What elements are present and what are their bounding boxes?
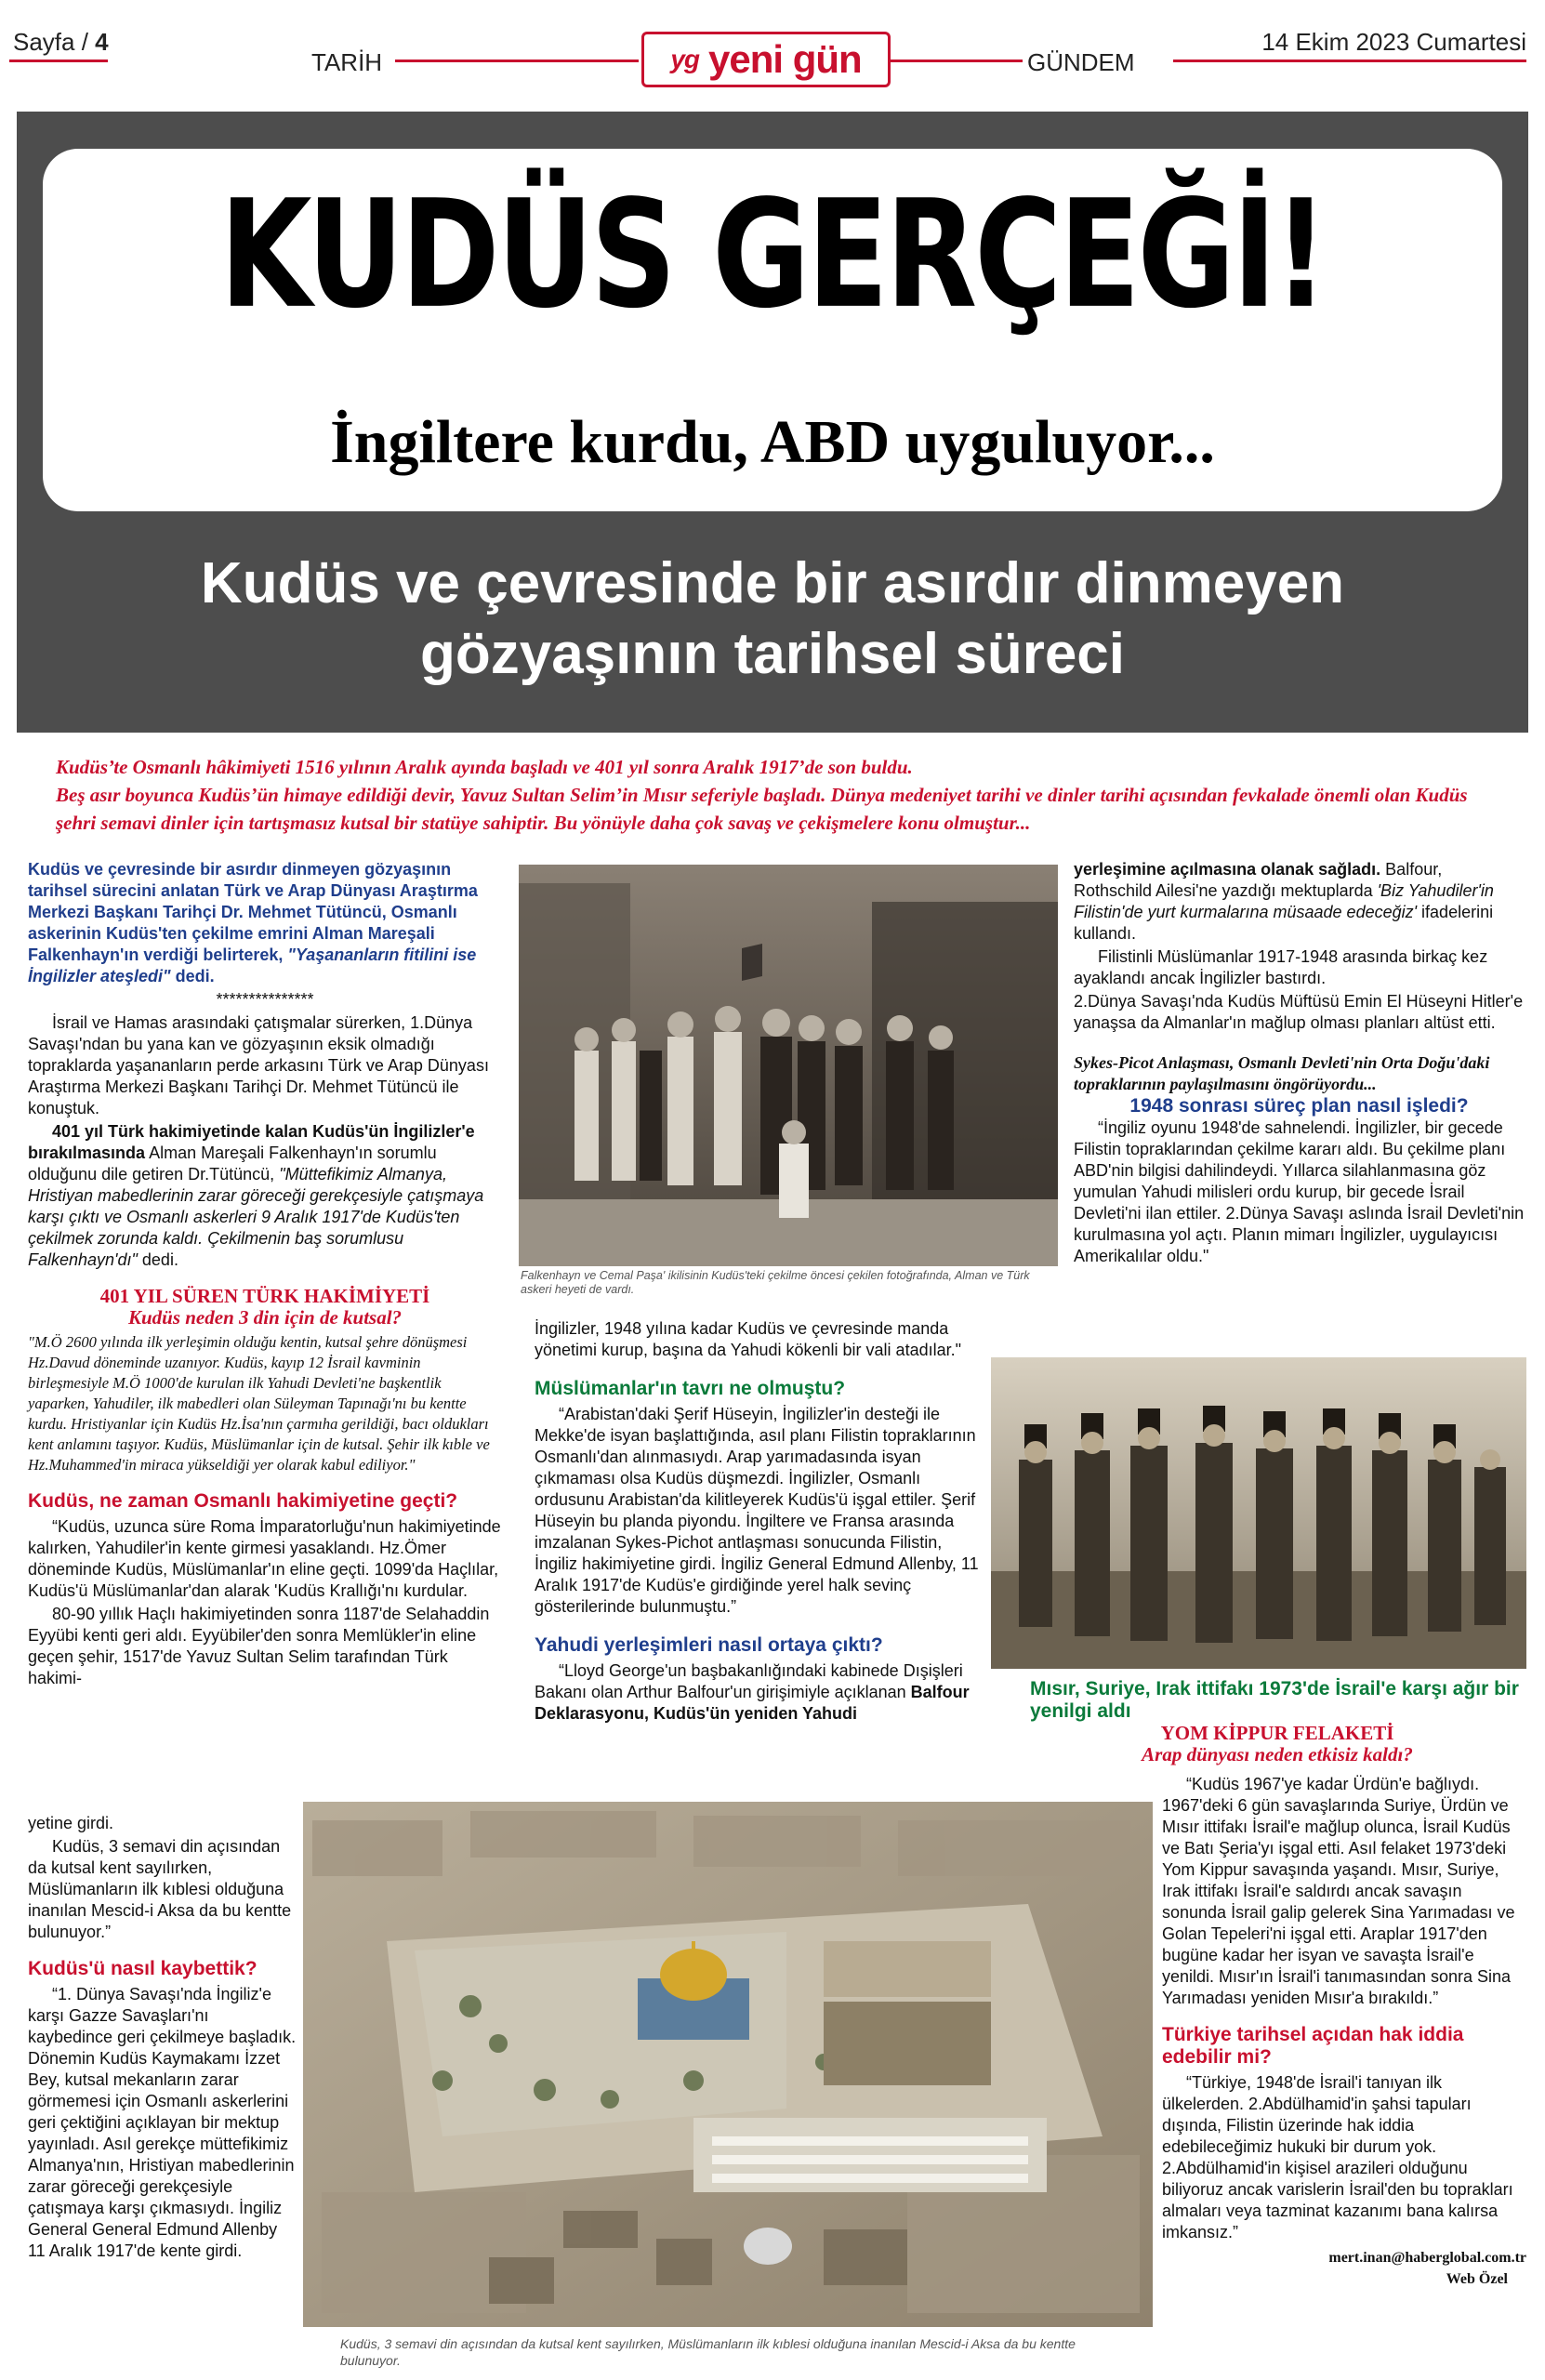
heading-yahudi: Yahudi yerleşimleri nasıl ortaya çıktı?: [535, 1634, 883, 1656]
column-3: [1074, 859, 1525, 1269]
col3-p1c: 'Biz Yahudiler'in Filistin'de yurt kurmalarına müsaade edeceğiz': [1074, 881, 1494, 921]
intro-line2: Beş asır boyunca Kudüs’ün himaye edildiği devir, Yavuz Sultan Selim’in Mısır seferiyle başladı. Dünya medeniyet tarihi ve dinler tarihi açısından fevkalade önemli olan Kudüs şehri semavi dinler için tartışmasız kutsal bir statüye sahiptir. Bu yönüyle daha çok savaş ve çekişmelere konu olmuştur...: [56, 784, 1468, 834]
header-rule-left-short: [9, 60, 108, 62]
photo-falkenhayn-caption: Falkenhayn ve Cemal Paşa' ikilisinin Kudüs'teki çekilme öncesi çekilen fotoğrafında, Alman ve Türk askeri heyeti de vardı.: [521, 1269, 1030, 1296]
header-rule-right: [888, 60, 1023, 62]
heading-kaybettik: Kudüs'ü nasıl kaybettik?: [28, 1958, 258, 1979]
lead-paragraph: [28, 859, 502, 987]
photo-officers-image: [991, 1357, 1526, 1669]
intro-line1: Kudüs’te Osmanlı hâkimiyeti 1516 yılının Aralık ayında başladı ve 401 yıl sonra Aralık 1917’de son buldu.: [56, 756, 913, 778]
box-text: "M.Ö 2600 yılında ilk yerleşimin olduğu kentin, kutsal şehre dönüşmesi Hz.Davud döneminde uzanıyor. Kudüs, kayıp 12 İsrail kavminin birleşmesiyle M.Ö 1000'de kurulan ilk Yahudi Devleti'ne başkentlik yaparken, Yahudiler, ilk mabedleri olan Süleyman Tapınağı'nı bu kentte kurdu. Hristiyanlar için Kudüs Hz.İsa'nın çarmıha gerildiği, bacı oldukları kent anlamını taşıyor. Kudüs, Müslümanlar için de kutsal. Şehir ilk kıble ve Hz.Muhammed'in miraca yükseldiği yer olarak kabul ediliyor.": [28, 1333, 490, 1474]
header-rule-right-2: [1173, 60, 1526, 62]
page-label-text: Sayfa /: [13, 28, 96, 56]
heading-ittifak: Mısır, Suriye, Irak ittifakı 1973'de İsrail'e karşı ağır bir yenilgi aldı: [1030, 1678, 1519, 1722]
photo-jerusalem-aerial: [303, 1802, 1153, 2327]
col2-paragraph-2: “Arabistan'daki Şerif Hüseyin, İngilizler'in desteği ile Mekke'de isyan başlattığında, asıl planı Filistin topraklarının Osmanlı'dan alınmasıydı. Arap yarımadasında isyan çıkmaması olsa Kudüs düşmezdi. İngilizler, Osmanlı ordusunu Arabistan'da kilitleyerek Kudüs'ü işgal ettiler. Şerif Hüseyin bu planda piyondu. İngiltere ve Fransa arasında imzalanan Sykes-Pichot antlaşması sonucunda Filistin, İngiliz hakimiyetine girdi. İngiliz General Edmund Allenby, 11 Aralık 1917'de Kudüs'e girdiğinde yerel halk sevinç gösterilerinde bulunmuştu.”: [535, 1405, 979, 1616]
col1-p2-bold: 401 yıl Türk hakimiyetinde kalan Kudüs'ün İngilizler'e bırakılmasında: [28, 1122, 475, 1162]
col1-p2-rest: Alman Mareşali Falkenhayn'ın sorumlu olduğunu dile getiren Dr.Tütüncü,: [28, 1144, 437, 1183]
col1-paragraph-1: İsrail ve Hamas arasındaki çatışmalar sürerken, 1.Dünya Savaşı'ndan bu yana kan ve gözyaşının eksik olmadığı topraklarda yaşananların perde arkasını Türk ve Arap Dünyası Araştırma Merkezi Başkanı Tarihçi Dr. Mehmet Tütüncü ile konuştuk.: [28, 1013, 489, 1117]
col1-paragraph-5: Kudüs, 3 semavi din açısından da kutsal kent sayılırken, Müslümanların ilk kıblesi olduğuna inanılan Mescid-i Aksa da bu kentte bulunuyor.”: [28, 1837, 292, 1941]
col1-p2-end: dedi.: [137, 1250, 178, 1269]
col1-paragraph-2: [28, 1121, 502, 1271]
page-label: [13, 28, 109, 57]
box-title: 401 YIL SÜREN TÜRK HAKİMİYETİ: [99, 1285, 430, 1307]
col3-p1b: Balfour, Rothschild Ailesi'ne yazdığı mektuplarda: [1074, 860, 1443, 900]
column-2: [535, 1318, 981, 1726]
column-1-lower: [28, 1813, 297, 2264]
banner-deck-line2: gözyaşının tarihsel süreci: [419, 622, 1126, 686]
col1-p2-quote: "Müttefikimiz Almanya, Hristiyan mabedlerinin zarar göreceği gerekçesiyle çatışmaya karşı çıktı ve Osmanlı askerleri 9 Aralık 1917'de Kudüs'ten çekilmek zorunda kaldı. Çekilmenin baş sorumlusu Falkenhayn'dı": [28, 1165, 484, 1269]
col1-paragraph-4b: yetine girdi.: [28, 1814, 114, 1832]
hero-banner: [17, 112, 1528, 733]
lead-end: dedi.: [170, 967, 215, 985]
intro-text: [56, 753, 1506, 837]
header-rule-left: [395, 60, 639, 62]
heading-osmanli: Kudüs, ne zaman Osmanlı hakimiyetine geçti?: [28, 1490, 458, 1512]
column-3-lower: [1030, 1678, 1525, 1769]
col2-paragraph-1: İngilizler, 1948 yılına kadar Kudüs ve çevresinde manda yönetimi kurup, başına da Yahudi kökenli bir vali atadılar.": [535, 1319, 961, 1359]
col3-paragraph-2: Filistinli Müslümanlar 1917-1948 arasında birkaç kez ayaklandı ancak İngilizler bastırdı.: [1074, 947, 1488, 987]
heading-turkiye: Türkiye tarihsel açıdan hak iddia edebilir mi?: [1162, 2024, 1464, 2068]
section-left: TARİH: [311, 48, 383, 76]
col3-paragraph-6: “Türkiye, 1948'de İsrail'i tanıyan ilk ülkelerden. 2.Abdülhamid'in şahsi tapuları dışında, Filistin üzerinde hak iddia edebileceğimiz hukuki bir durum yok. 2.Abdülhamid'in kişisel arazileri olduğunu biliyoruz ancak varislerin İsrail'den bu toprakları almaları veya tazminat kazanımı bana kalırsa imkansız.”: [1162, 2073, 1513, 2241]
heading-1948: 1948 sonrası süreç plan nasıl işledi?: [1129, 1095, 1469, 1117]
col3-paragraph-1: [1074, 859, 1525, 945]
col3-paragraph-4: “İngiliz oyunu 1948'de sahnelendi. İngilizler, bir gecede Filistin topraklarından çekilme kararı aldı. Bu çekilme planı ABD'nin bilgisi dahilindeydi. Yıllarca silahlanmasına göz yumulan Yahudi milisleri ordu kurup, bir gecede İsrail Devleti'ni ilan ettiler. 2.Dünya Savaşı aslında İsrail Devleti'nin kurulmasına yol açtı. Planın mimarı İngilizler, uygulayıcısı Amerikalılar oldu.": [1074, 1118, 1525, 1265]
col3-p1a: yerleşimine açılmasına olanak sağladı.: [1074, 860, 1381, 879]
issue-date: 14 Ekim 2023 Cumartesi: [1261, 28, 1526, 56]
stars-divider: ***************: [216, 990, 314, 1009]
source-label: Web Özel: [1446, 2271, 1508, 2287]
column-3-bottom: [1162, 1774, 1526, 2290]
heading-muslumanlar: Müslümanlar'ın tavrı ne olmuştu?: [535, 1378, 846, 1399]
heading-yom-kippur: YOM KİPPUR FELAKETİ: [1160, 1722, 1394, 1744]
col3-p1d: ifadelerini kullandı.: [1074, 903, 1494, 943]
photo-jerusalem-caption: Kudüs, 3 semavi din açısından da kutsal kent sayılırken, Müslümanların ilk kıblesi olduğuna inanılan Mescid-i Aksa da bu kentte bulunuyor.: [340, 2336, 1076, 2368]
column-1: [28, 859, 502, 1691]
lead-quote: "Yaşananların fitilini ise İngilizler ateşledi": [28, 945, 477, 985]
col2-p3b: Balfour Deklarasyonu, Kudüs'ün yeniden Yahudi: [535, 1683, 970, 1723]
masthead-logo[interactable]: [641, 32, 891, 87]
col2-p3a: “Lloyd George'un başbakanlığındaki kabinede Dışişleri Bakanı olan Arthur Balfour'un girişimiyle açıklanan: [535, 1661, 963, 1701]
col1-paragraph-3: “Kudüs, uzunca süre Roma İmparatorluğu'nun hakimiyetinde kalırken, Yahudiler'in kente girmesi yasaklandı. Hz.Ömer döneminde Kudüs, Müslümanlar'ın eline geçti. 1099'da Haçlılar, Kudüs'ü Müslümanlar'dan alarak 'Kudüs Krallığı'nı kurdular.: [28, 1517, 501, 1600]
col2-paragraph-3: [535, 1660, 981, 1725]
col3-paragraph-5: “Kudüs 1967'ye kadar Ürdün'e bağlıydı. 1967'deki 6 gün savaşlarında Suriye, Ürdün ve Mısır ittifakı İsrail'e mağlup olunca, İsrail Kudüs ve Batı Şeria'yı işgal etti. Asıl felaket 1973'deki Yom Kippur savaşında yaşandı. Mısır, Suriye, Irak ittifakı İsrail'e saldırdı ancak savaşın sonunda İsrail galip gelerek Sina Yarımadası ve Golan Tepeleri'ni işgal etti. Araplar 1917'den bugüne kadar her isyan ve savaşta İsrail'e yenildi. Mısır'ın İsrail'i tanımasından sonra Sina Yarımadası yeniden Mısır'a bırakıldı.”: [1162, 1775, 1515, 2007]
banner-deck: [17, 549, 1528, 690]
main-headline: KUDÜS GERÇEĞİ!: [219, 168, 1326, 342]
col1-paragraph-6: “1. Dünya Savaşı'nda İngiliz'e karşı Gazze Savaşları'nı kaybedince geri çekilmeye başladık. Dönemin Kudüs Kaymakamı İzzet Bey, kutsal mekanların zarar görmemesi için Osmanlı askerlerini geri çektiğini açıklayan bir mektup yayınladı. Asıl gerekçe müttefikimiz Almanya'nın, Hristiyan mabedlerinin zarar göreceği gerekçesiyle çatışmaya karşı çıkmasıydı. İngiliz General General Edmund Allenby 11 Aralık 1917'de kente girdi.: [28, 1985, 297, 2260]
photo-jerusalem-image: [303, 1802, 1153, 2327]
photo-officers-group: [991, 1357, 1526, 1669]
box-subtitle: Kudüs neden 3 din için de kutsal?: [127, 1306, 403, 1329]
sub-headline: İngiltere kurdu, ABD uyguluyor...: [330, 408, 1215, 476]
section-right: GÜNDEM: [1027, 48, 1135, 76]
page-number: 4: [95, 28, 109, 56]
heading-arap: Arap dünyası neden etkisiz kaldı?: [1142, 1743, 1413, 1765]
col3-paragraph-3: 2.Dünya Savaşı'nda Kudüs Müftüsü Emin El Hüseyni Hitler'e yanaşsa da Almanlar'ın mağlup olması planları altüst etti.: [1074, 992, 1524, 1032]
sykes-picot-note: Sykes-Picot Anlaşması, Osmanlı Devleti'nin Orta Doğu'daki topraklarının paylaşılmasını öngörüyordu...: [1074, 1053, 1490, 1093]
logo-mark: yg: [670, 45, 699, 73]
lead-bold: Kudüs ve çevresinde bir asırdır dinmeyen gözyaşının tarihsel sürecini anlatan Türk ve Arap Dünyası Araştırma Merkezi Başkanı Tarihçi Dr. Mehmet Tütüncü, Osmanlı askerinin Kudüs'ten çekilme emrini Alman Mareşali Falkenhayn'ın verdiği belirterek,: [28, 860, 478, 964]
photo-falkenhayn-image: [519, 865, 1058, 1266]
author-email[interactable]: mert.inan@haberglobal.com.tr: [1328, 2250, 1526, 2266]
logo-name: yeni gün: [708, 37, 862, 81]
col1-paragraph-4: 80-90 yıllık Haçlı hakimiyetinden sonra 1187'de Selahaddin Eyyübi kenti geri aldı. Eyyübiler'den sonra Memlükler'in eline geçen şehir, 1517'de Yavuz Sultan Selim tarafından Türk hakimi-: [28, 1605, 490, 1687]
photo-falkenhayn-group: [519, 865, 1058, 1266]
banner-deck-line1: Kudüs ve çevresinde bir asırdır dinmeyen: [200, 551, 1345, 615]
